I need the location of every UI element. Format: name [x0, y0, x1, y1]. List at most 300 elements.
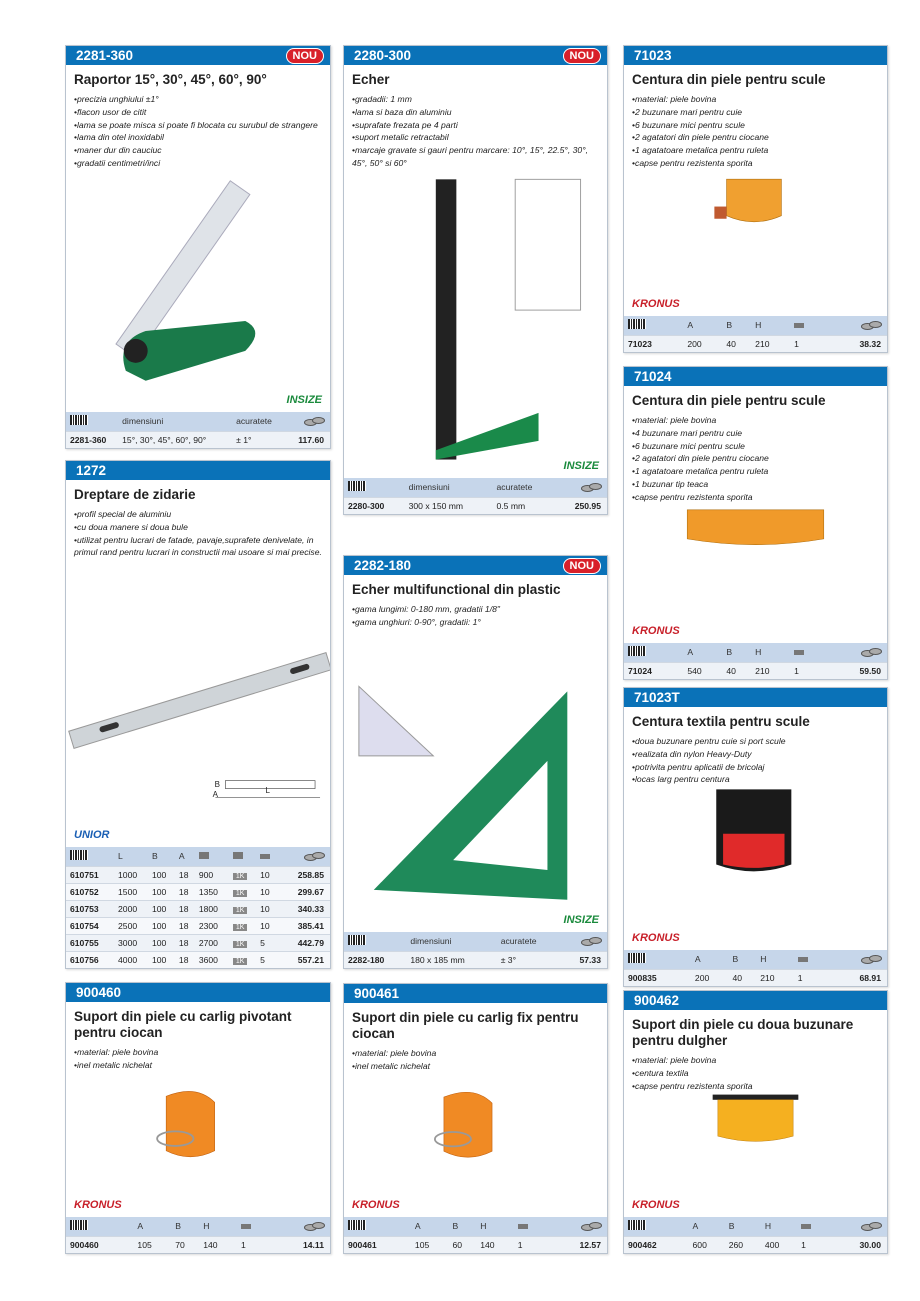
table-cell: [114, 934, 148, 951]
cell-value: 40: [732, 972, 743, 983]
table-row: [66, 883, 330, 900]
table-cell: [148, 951, 175, 968]
brand-logo: KRONUS: [632, 625, 680, 637]
column-header: [66, 1217, 133, 1236]
column-header: [790, 643, 820, 662]
cell-value: 18: [178, 903, 189, 914]
feature-item: • capse pentru rezistenta sporita: [632, 157, 879, 170]
barcode-icon: [348, 935, 366, 945]
pack-badge: 1K: [233, 907, 248, 914]
product-title: Echer multifunctional din plastic: [352, 582, 561, 597]
column-header: [266, 1217, 330, 1236]
product-title: Suport din piele cu carlig fix pentru ciocan: [352, 1010, 579, 1041]
column-label: H: [203, 1221, 210, 1232]
column-header: [256, 847, 277, 866]
pack-icon: [794, 650, 804, 655]
table-cell: [728, 969, 756, 986]
cell-value: 5: [260, 937, 265, 948]
table-cell: [756, 969, 794, 986]
cell-value: 557.21: [297, 954, 324, 965]
table-cell: [411, 1236, 449, 1253]
column-header: [751, 316, 790, 335]
column-header: [624, 950, 691, 969]
cell-value: 299.67: [297, 886, 324, 897]
table-cell: [277, 883, 330, 900]
table-cell: [175, 866, 195, 883]
table-cell: [66, 917, 114, 934]
product-title: Dreptare de zidarie: [74, 487, 196, 502]
table-cell: [790, 662, 820, 679]
table-cell: [751, 335, 790, 352]
cell-value: 40: [726, 338, 736, 349]
table-cell: [256, 934, 277, 951]
pack-icon: [518, 1224, 528, 1229]
table-cell: [344, 497, 405, 514]
table-cell: [229, 866, 256, 883]
feature-list: [66, 1044, 330, 1072]
column-header: [514, 1217, 543, 1236]
cell-value: 1: [794, 338, 799, 349]
table-cell: [683, 662, 722, 679]
cell-value: 70: [175, 1239, 185, 1250]
product-code: 900460: [76, 985, 122, 1000]
cell-value: 100: [151, 937, 167, 948]
table-row: [344, 1236, 607, 1253]
feature-item: • cu doua manere si doua bule: [74, 521, 322, 534]
table-cell: [624, 335, 683, 352]
cell-value: 12.57: [579, 1239, 601, 1250]
cell-value: 71024: [628, 665, 652, 676]
column-header: [66, 412, 118, 431]
column-header: [148, 847, 175, 866]
column-header: [448, 1217, 476, 1236]
barcode-icon: [348, 1220, 366, 1230]
cell-value: 385.41: [297, 920, 324, 931]
feature-item: • material: piele bovina: [352, 1047, 599, 1060]
column-label: H: [764, 1221, 772, 1232]
table-cell: [725, 1236, 761, 1253]
table-cell: [405, 497, 493, 514]
cell-value: 180 x 185 mm: [410, 954, 465, 965]
column-label: H: [755, 647, 762, 658]
table-row: [344, 951, 607, 968]
table-row: [624, 335, 887, 352]
pack-badge: 1K: [233, 873, 248, 880]
coins-icon: [304, 1220, 324, 1230]
feature-item: • precizia unghiului ±1°: [74, 93, 322, 106]
feature-item: • lama din otel inoxidabil: [74, 131, 322, 144]
cell-value: ± 1°: [236, 434, 252, 445]
product-table: [624, 316, 887, 352]
table-cell: [406, 951, 496, 968]
feature-item: • utilizat pentru lucrari de fatade, pavaje,suprafete denivelate, in primul rand pentru lucrari in constructii mai usoare si mai precise.: [74, 534, 322, 560]
column-label: B: [726, 647, 733, 658]
cell-value: 18: [178, 886, 189, 897]
column-header: [822, 950, 887, 969]
feature-item: • 6 buzunare mici pentru scule: [632, 440, 879, 453]
coins-icon: [861, 319, 881, 329]
cell-value: 200: [687, 338, 702, 349]
table-cell: [195, 900, 229, 917]
cell-value: 14.11: [302, 1239, 324, 1250]
cell-value: 100: [151, 869, 167, 880]
column-header: [624, 643, 683, 662]
feature-item: • suport metalic retractabil: [352, 131, 599, 144]
cell-value: 210: [755, 338, 770, 349]
barcode-icon: [70, 415, 88, 425]
column-header: [237, 1217, 266, 1236]
product-card: [343, 45, 608, 515]
table-cell: [195, 917, 229, 934]
product-title: Echer: [352, 72, 390, 87]
table-cell: [66, 934, 114, 951]
feature-list: [66, 506, 330, 559]
column-header: [552, 478, 607, 497]
column-label: acuratete: [496, 482, 533, 493]
table-cell: [790, 335, 820, 352]
pack-icon: [801, 1224, 811, 1229]
coins-icon: [861, 646, 881, 656]
column-label: B: [726, 320, 733, 331]
table-cell: [277, 900, 330, 917]
table-cell: [722, 335, 751, 352]
table-row: [66, 951, 330, 968]
table-cell: [232, 431, 284, 448]
cell-value: 260: [728, 1239, 744, 1250]
feature-item: • centura textila: [632, 1067, 879, 1080]
cell-value: 210: [760, 972, 775, 983]
table-row: [66, 934, 330, 951]
column-header: [175, 847, 195, 866]
coins-icon: [861, 953, 881, 963]
cell-value: 40: [726, 665, 736, 676]
column-label: A: [692, 1221, 699, 1232]
product-code: 900462: [634, 993, 680, 1008]
product-card: [65, 45, 331, 449]
table-row: [624, 969, 887, 986]
barcode-icon: [70, 1220, 88, 1230]
feature-item: • 2 buzunare mari pentru cuie: [632, 106, 879, 119]
product-image: [66, 170, 330, 412]
cell-value: 540: [687, 665, 702, 676]
product-code: 2280-300: [354, 48, 412, 63]
table-cell: [761, 1236, 797, 1253]
cell-value: 4000: [118, 954, 138, 965]
product-image: [624, 504, 887, 643]
cell-value: 1350: [198, 886, 218, 897]
cell-value: ± 3°: [500, 954, 517, 965]
product-card: [65, 460, 331, 969]
diagram-label: L: [265, 786, 270, 795]
product-image: [624, 786, 887, 950]
new-badge: NOU: [563, 558, 601, 574]
brand-logo: KRONUS: [632, 932, 680, 944]
barcode-icon: [70, 850, 88, 860]
product-table: [66, 1217, 330, 1253]
cell-value: 10: [260, 920, 270, 931]
column-header: [284, 412, 330, 431]
product-card: [65, 982, 331, 1254]
product-title: Centura din piele pentru scule: [632, 72, 826, 87]
feature-item: • 6 buzunare mici pentru scule: [632, 119, 879, 132]
column-label: A: [137, 1221, 144, 1232]
table-cell: [794, 969, 823, 986]
feature-list: [344, 601, 607, 629]
feature-item: • locas larg pentru centura: [632, 773, 879, 786]
brand-logo: KRONUS: [74, 1199, 122, 1211]
table-cell: [114, 883, 148, 900]
table-cell: [797, 1236, 825, 1253]
new-badge: NOU: [286, 48, 324, 64]
feature-item: • maner dur din cauciuc: [74, 144, 322, 157]
coins-icon: [304, 415, 324, 425]
column-label: dimensiuni: [408, 482, 450, 493]
product-table: [344, 932, 607, 968]
table-cell: [114, 900, 148, 917]
column-header: [820, 643, 887, 662]
pack-badge: 1K: [233, 958, 248, 965]
column-header: [542, 1217, 607, 1236]
coins-icon: [581, 935, 601, 945]
product-image: [344, 170, 607, 478]
cell-value: 2000: [118, 903, 138, 914]
barcode-icon: [348, 481, 366, 491]
product-code-header: [66, 46, 330, 65]
product-table: [66, 847, 330, 968]
table-cell: [558, 951, 607, 968]
product-card: [623, 990, 888, 1254]
table-row: [66, 866, 330, 883]
product-title: Suport din piele cu doua buzunare pentru dulgher: [632, 1017, 854, 1048]
cell-value: 900835: [628, 972, 657, 983]
table-cell: [822, 969, 887, 986]
column-header: [728, 950, 756, 969]
table-cell: [229, 951, 256, 968]
column-header: [497, 932, 559, 951]
column-header: [722, 643, 751, 662]
cell-value: 2700: [198, 937, 218, 948]
table-cell: [256, 883, 277, 900]
cell-value: 140: [203, 1239, 218, 1250]
product-image: [344, 629, 607, 932]
table-cell: [195, 951, 229, 968]
feature-list: [624, 1052, 887, 1092]
table-row: [624, 662, 887, 679]
column-label: A: [414, 1221, 421, 1232]
column-header: [133, 1217, 171, 1236]
column-label: H: [760, 954, 767, 965]
cell-value: 300 x 150 mm: [408, 500, 464, 511]
cell-value: 71023: [628, 338, 652, 349]
product-code: 900461: [354, 986, 400, 1001]
feature-item: • 1 buzunar tip teaca: [632, 478, 879, 491]
column-header: [493, 478, 553, 497]
table-cell: [722, 662, 751, 679]
cell-value: 900: [198, 869, 214, 880]
product-code-header: [624, 688, 887, 707]
column-header: [195, 847, 229, 866]
cell-value: 140: [480, 1239, 495, 1250]
coins-icon: [304, 850, 324, 860]
column-header: [118, 412, 232, 431]
product-code-header: [66, 983, 330, 1002]
table-cell: [175, 900, 195, 917]
cell-value: 30.00: [859, 1239, 881, 1250]
cell-value: 60: [452, 1239, 463, 1250]
cell-value: 1: [241, 1239, 246, 1250]
column-header: [725, 1217, 761, 1236]
weight-icon: [199, 852, 209, 859]
table-cell: [277, 866, 330, 883]
cell-value: 900460: [70, 1239, 99, 1250]
column-label: A: [687, 647, 694, 658]
table-cell: [256, 866, 277, 883]
barcode-icon: [628, 319, 646, 329]
product-table: [344, 478, 607, 514]
feature-item: • realizata din nylon Heavy-Duty: [632, 748, 879, 761]
pack-icon: [241, 1224, 251, 1229]
feature-item: • lama se poate misca si poate fi blocata cu surubul de strangere: [74, 119, 322, 132]
cell-value: 100: [151, 886, 167, 897]
product-table: [624, 1217, 887, 1253]
cell-value: 15°, 30°, 45°, 60°, 90°: [122, 434, 207, 445]
barcode-icon: [628, 953, 646, 963]
table-cell: [114, 951, 148, 968]
feature-list: [624, 412, 887, 504]
product-card: [343, 555, 608, 969]
product-card: [623, 687, 888, 987]
table-row: [66, 917, 330, 934]
cell-value: 18: [178, 920, 189, 931]
cell-value: 2300: [198, 920, 218, 931]
column-header: [229, 847, 256, 866]
column-header: [751, 643, 790, 662]
table-cell: [171, 1236, 199, 1253]
cell-value: 1500: [118, 886, 138, 897]
feature-list: [344, 1045, 607, 1073]
column-header: [683, 643, 722, 662]
pack-badge: 1K: [233, 941, 248, 948]
cell-value: 1: [797, 972, 803, 983]
column-header: [624, 1217, 689, 1236]
feature-item: • 1 agatatoare metalica pentru ruleta: [632, 144, 879, 157]
table-cell: [229, 917, 256, 934]
table-cell: [66, 431, 118, 448]
table-cell: [497, 951, 559, 968]
table-cell: [148, 883, 175, 900]
column-label: dimensiuni: [410, 936, 452, 947]
product-code-header: [344, 556, 607, 575]
table-cell: [751, 662, 790, 679]
column-label: H: [755, 320, 762, 331]
table-cell: [118, 431, 232, 448]
column-label: L: [118, 851, 123, 862]
table-cell: [256, 900, 277, 917]
feature-item: • lama si baza din aluminiu: [352, 106, 599, 119]
column-label: dimensiuni: [122, 416, 164, 427]
barcode-icon: [628, 646, 646, 656]
table-cell: [344, 951, 406, 968]
column-header: [756, 950, 794, 969]
table-cell: [552, 497, 607, 514]
cell-value: 1800: [198, 903, 218, 914]
table-cell: [448, 1236, 476, 1253]
cell-value: 200: [694, 972, 710, 983]
cell-value: 59.50: [859, 665, 881, 676]
column-label: acuratete: [500, 936, 537, 947]
column-header: [683, 316, 722, 335]
product-image: [66, 1072, 330, 1217]
cell-value: 10: [260, 886, 270, 897]
cell-value: 600: [692, 1239, 707, 1250]
cell-value: 18: [178, 954, 189, 965]
cell-value: 610754: [70, 920, 99, 931]
product-title: Centura din piele pentru scule: [632, 393, 826, 408]
table-cell: [195, 866, 229, 883]
column-header: [66, 847, 114, 866]
column-header: [344, 932, 406, 951]
table-cell: [195, 934, 229, 951]
cell-value: 1: [801, 1239, 806, 1250]
feature-item: • gradatii centimetri/inci: [74, 157, 322, 170]
feature-list: [66, 91, 330, 170]
feature-item: • doua buzunare pentru cuie si port scule: [632, 735, 879, 748]
table-cell: [66, 1236, 133, 1253]
cell-value: 100: [151, 920, 167, 931]
product-table: [624, 643, 887, 679]
box-icon: [233, 852, 243, 859]
cell-value: 250.95: [574, 500, 601, 511]
column-header: [277, 847, 330, 866]
table-cell: [256, 951, 277, 968]
product-card: [623, 366, 888, 680]
feature-item: • potrivita pentru aplicatii de bricolaj: [632, 761, 879, 774]
table-cell: [148, 900, 175, 917]
feature-item: • material: piele bovina: [632, 1054, 879, 1067]
feature-item: • suprafate frezata pe 4 parti: [352, 119, 599, 132]
product-code-header: [624, 367, 887, 386]
cell-value: 2282-180: [348, 954, 385, 965]
table-cell: [624, 662, 683, 679]
product-title: Raportor 15°, 30°, 45°, 60°, 90°: [74, 72, 267, 87]
column-label: A: [178, 851, 185, 862]
cell-value: 100: [151, 903, 167, 914]
column-label: acuratete: [236, 416, 272, 427]
feature-item: • gama lungimi: 0-180 mm, gradatii 1/8": [352, 603, 599, 616]
column-label: B: [728, 1221, 735, 1232]
feature-item: • flacon usor de citit: [74, 106, 322, 119]
cell-value: 1: [517, 1239, 523, 1250]
product-table: [344, 1217, 607, 1253]
cell-value: 105: [137, 1239, 152, 1250]
cell-value: 100: [151, 954, 167, 965]
product-card: [343, 983, 608, 1254]
table-cell: [199, 1236, 237, 1253]
product-code: 2282-180: [354, 558, 412, 573]
cell-value: 2500: [118, 920, 138, 931]
column-header: [199, 1217, 237, 1236]
table-cell: [820, 335, 887, 352]
product-title: Suport din piele cu carlig pivotant pentru ciocan: [74, 1009, 292, 1040]
column-header: [790, 316, 820, 335]
table-cell: [114, 917, 148, 934]
column-header: [722, 316, 751, 335]
product-code: 1272: [76, 463, 107, 478]
pack-icon: [798, 957, 808, 962]
coins-icon: [581, 1220, 601, 1230]
brand-logo: INSIZE: [286, 394, 322, 406]
cell-value: 2281-360: [70, 434, 107, 445]
